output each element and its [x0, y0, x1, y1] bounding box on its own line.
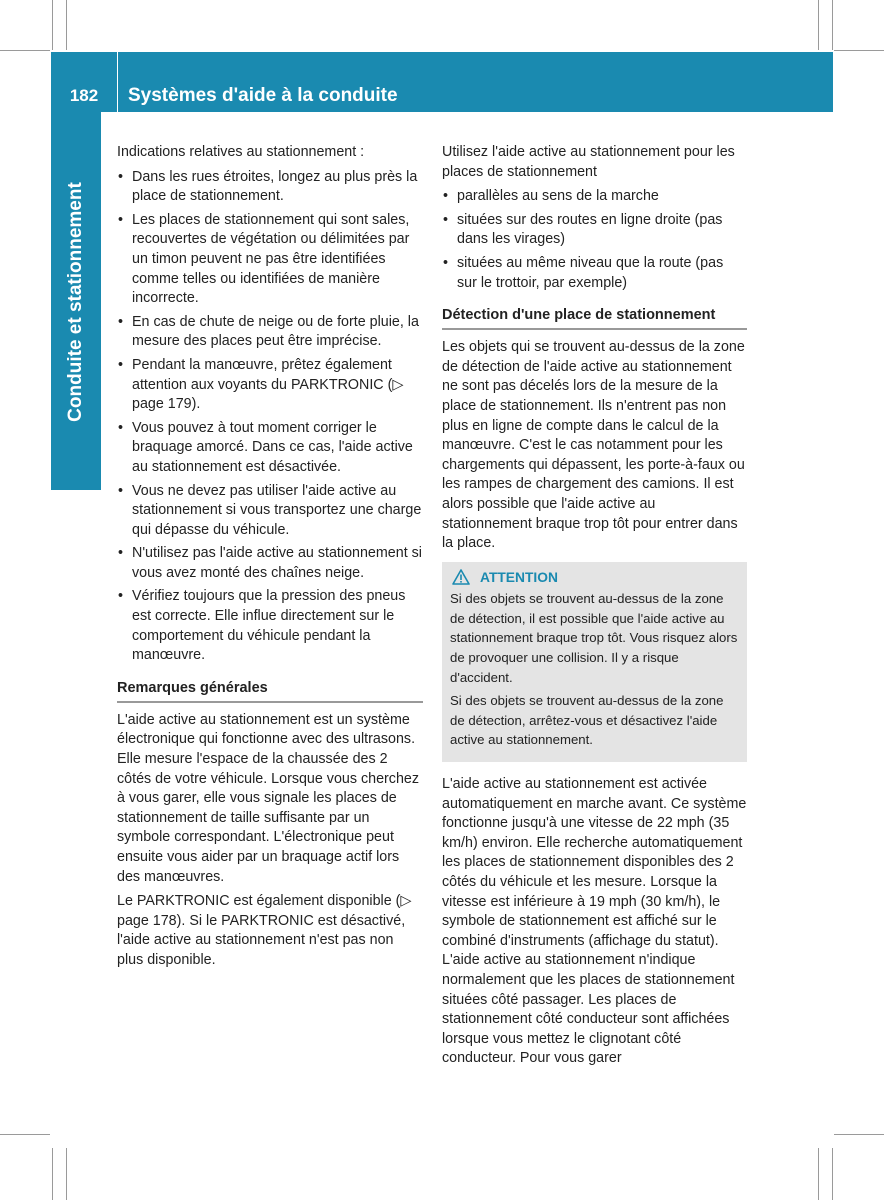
side-tab-label: Conduite et stationnement: [65, 182, 86, 422]
body-paragraph: Les objets qui se trouvent au-dessus de la zone de détection de l'aide active au stationnement ne sont pas décelés lors de la mesure de la place de stationnement. Ils n'entrent pas non plus en ligne de compte dans le calcul de la manœuvre. C'est le cas notamment pour les chargements qui dépassent, les porte-à-faux ou les rampes de chargement des camions. Il est alors possible que l'aide active au stationnement braque trop tôt pour entrer dans la place.: [442, 339, 745, 552]
warning-header: [450, 568, 739, 588]
list-item: • situées sur des routes en ligne droite (pas dans les virages): [442, 211, 747, 250]
intro-text: Indications relatives au stationnement :: [117, 144, 365, 160]
bullet-list: [117, 168, 423, 666]
header-divider: [117, 52, 118, 112]
warning-text: Si des objets se trouvent au-dessus de la zone de détection, il est possible que l'aide active au stationnement braque trop tôt. Vous risquez alors de provoquer une collision. Il y a risque d'accident.: [450, 591, 738, 685]
warning-text: Si des objets se trouvent au-dessus de la zone de détection, arrêtez-vous et désactivez l'aide active au stationnement.: [450, 693, 724, 748]
body-paragraph: L'aide active au stationnement est un système électronique qui fonctionne avec des ultrasons. Elle mesure l'espace de la chaussée des 2 côtés de votre véhicule. Lorsque vous cherchez à vous garer, elle vous signale les places de stationnement de taille suffisante par un symbole correspondant. L'électronique peut ensuite vous aider par un braquage actif lors des manœuvres.: [117, 711, 419, 885]
list-item: • parallèles au sens de la marche: [442, 187, 747, 207]
crop-mark: [0, 1134, 50, 1135]
crop-mark: [834, 50, 884, 51]
crop-mark: [0, 50, 50, 51]
list-item: • Les places de stationnement qui sont sales, recouvertes de végétation ou délimitées par un timon peuvent ne pas être identifiées comme telles ou identifiées de manière incorrecte.: [117, 211, 423, 309]
list-item: • Dans les rues étroites, longez au plus près la place de stationnement.: [117, 168, 423, 207]
section-heading: Remarques générales: [117, 678, 423, 703]
right-column: [442, 143, 747, 1074]
crop-mark: [52, 0, 53, 50]
list-item: • N'utilisez pas l'aide active au stationnement si vous avez monté des chaînes neige.: [117, 544, 423, 583]
bullet-list: [442, 187, 747, 293]
list-item: • Vous ne devez pas utiliser l'aide active au stationnement si vous transportez une charge qui dépasse du véhicule.: [117, 482, 423, 541]
left-column: [117, 143, 423, 976]
body-paragraph: Le PARKTRONIC est également disponible (▷ page 178). Si le PARKTRONIC est désactivé, l'aide active au stationnement n'est pas non plus disponible.: [117, 893, 412, 968]
page-number: 182: [69, 86, 99, 105]
list-item: • En cas de chute de neige ou de forte pluie, la mesure des places peut être imprécise.: [117, 313, 423, 352]
crop-mark: [832, 0, 833, 50]
list-item: • Pendant la manœuvre, prêtez également attention aux voyants du PARKTRONIC (▷ page 179).: [117, 356, 423, 415]
section-heading: Détection d'une place de stationnement: [442, 305, 747, 330]
crop-mark: [52, 1148, 53, 1200]
crop-mark: [66, 1148, 67, 1200]
crop-mark: [818, 1148, 819, 1200]
crop-mark: [832, 1148, 833, 1200]
crop-mark: [834, 1134, 884, 1135]
body-paragraph: L'aide active au stationnement est activée automatiquement en marche avant. Ce système fonctionne jusqu'à une vitesse de 22 mph (35 km/h) environ. Elle recherche automatiquement les places de stationnement disponibles des 2 côtés du véhicule et les mesure. Lorsque la vitesse est inférieure à 19 mph (30 km/h), le symbole de stationnement est affiché sur le combiné d'instruments (affichage du statut). L'aide active au stationnement n'indique normalement que les places de stationnement situées côté passager. Les places de stationnement côté conducteur sont affichées lorsque vous mettez le clignotant côté conducteur. Pour vous garer: [442, 776, 747, 1067]
warning-triangle-icon: [452, 569, 470, 585]
list-item: • Vérifiez toujours que la pression des pneus est correcte. Elle influe directement sur le comportement du véhicule pendant la manœuvre.: [117, 587, 423, 665]
list-item: • Vous pouvez à tout moment corriger le braquage amorcé. Dans ce cas, l'aide active au stationnement est désactivée.: [117, 419, 423, 478]
crop-mark: [818, 0, 819, 50]
warning-title: ATTENTION: [480, 569, 558, 585]
intro-text: Utilisez l'aide active au stationnement pour les places de stationnement: [442, 144, 735, 180]
list-item: • situées au même niveau que la route (pas sur le trottoir, par exemple): [442, 254, 747, 293]
page-title: Systèmes d'aide à la conduite: [128, 85, 398, 106]
warning-box: [442, 562, 747, 762]
crop-mark: [66, 0, 67, 50]
